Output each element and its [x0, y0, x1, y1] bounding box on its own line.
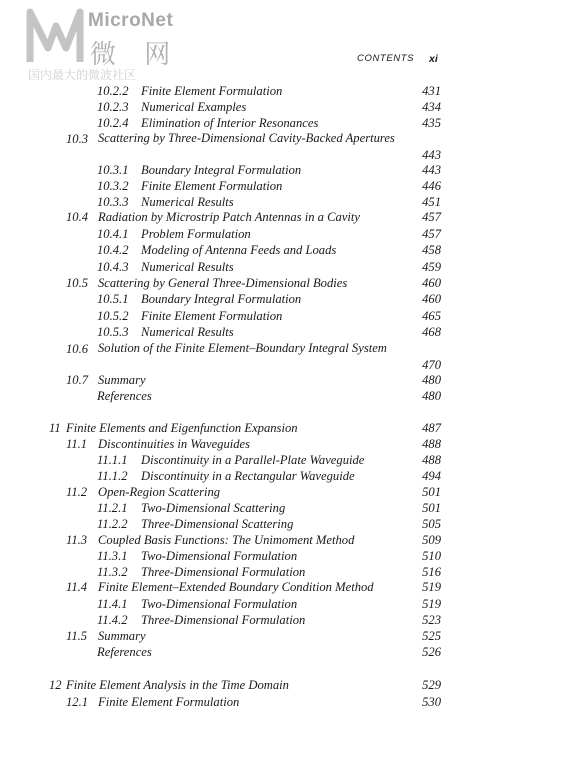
toc-entry	[0, 275, 582, 291]
toc-entry-number: 10.5.1	[97, 292, 129, 306]
toc-entry-page: 460	[422, 276, 441, 290]
toc-entry-number: 12.1	[66, 695, 89, 709]
toc-entry-page: 470	[422, 358, 441, 372]
toc-entry-title: Finite Element Formulation	[141, 84, 283, 98]
toc-entry-title: Finite Elements and Eigenfunction Expansion	[66, 421, 298, 435]
toc-entry-page: 480	[422, 373, 441, 387]
toc-entry-title: Discontinuity in a Parallel-Plate Waveguide	[141, 453, 365, 467]
toc-entry-title: Two-Dimensional Formulation	[141, 549, 298, 563]
toc-entry	[0, 677, 582, 693]
toc-entry-title: Finite Element–Extended Boundary Condition Method	[98, 580, 374, 594]
toc-entry-title: Modeling of Antenna Feeds and Loads	[141, 243, 337, 257]
toc-entry-title: Scattering by General Three-Dimensional Bodies	[98, 276, 348, 290]
toc-entry	[0, 628, 582, 644]
toc-entry-title: Coupled Basis Functions: The Unimoment Method	[98, 533, 355, 547]
toc-entry	[0, 388, 582, 404]
toc-entry-number: 10.5.2	[97, 309, 129, 323]
toc-entry-page: 501	[422, 485, 441, 499]
watermark-name: MicroNet	[88, 10, 174, 31]
toc-entry	[0, 548, 582, 564]
toc-entry-number: 10.4.3	[97, 260, 129, 274]
toc-entry-number: 11.1.2	[97, 469, 128, 483]
toc-entry	[0, 99, 582, 115]
toc-entry-number: 10.2.2	[97, 84, 129, 98]
toc-entry-number: 10.4.2	[97, 243, 129, 257]
toc-entry-page: 460	[422, 292, 441, 306]
toc-entry-title: Numerical Results	[141, 195, 234, 209]
micronet-logo-icon	[26, 8, 84, 64]
toc-entry	[0, 468, 582, 484]
toc-entry-page: 458	[422, 243, 441, 257]
toc-entry	[0, 452, 582, 468]
toc-entry	[0, 178, 582, 194]
toc-entry-page: 465	[422, 309, 441, 323]
toc-entry-title: Solution of the Finite Element–Boundary Integral System	[98, 341, 387, 355]
toc-entry	[0, 324, 582, 340]
toc-entry-page: 443	[422, 163, 441, 177]
toc-entry-number: 10.3.3	[97, 195, 129, 209]
toc-entry-number: 11.2	[66, 485, 88, 499]
toc-entry	[0, 436, 582, 452]
toc-entry-title: Two-Dimensional Scattering	[141, 501, 286, 515]
toc-entry-title: Three-Dimensional Formulation	[141, 565, 306, 579]
toc-entry-page: 505	[422, 517, 441, 531]
toc-entry-title: Numerical Examples	[141, 100, 247, 114]
toc-entry-page: 525	[422, 629, 441, 643]
toc-entry-page: 488	[422, 453, 441, 467]
toc-entry-number: 11	[49, 421, 61, 435]
toc-entry-number: 11.3.1	[97, 549, 128, 563]
toc-entry-title: Boundary Integral Formulation	[141, 292, 302, 306]
toc-entry-page: 480	[422, 389, 441, 403]
toc-entry-title: Scattering by Three-Dimensional Cavity-Backed Apertures	[98, 131, 395, 145]
toc-entry-title: Numerical Results	[141, 325, 234, 339]
toc-entry-title: Finite Element Formulation	[98, 695, 240, 709]
toc-entry-title: Discontinuities in Waveguides	[98, 437, 251, 451]
toc-entry-number: 10.3.2	[97, 179, 129, 193]
toc-entry	[0, 115, 582, 131]
toc-entry-title: Summary	[98, 629, 146, 643]
watermark	[26, 8, 196, 84]
toc-entry-page: 509	[422, 533, 441, 547]
toc-entry-page: 516	[422, 565, 441, 579]
toc-entry	[0, 131, 582, 163]
toc-entry-number: 10.2.3	[97, 100, 129, 114]
toc-entry-page: 457	[422, 210, 441, 224]
toc-entry-number: 11.2.2	[97, 517, 128, 531]
toc-entry-title: Discontinuity in a Rectangular Waveguide	[141, 469, 355, 483]
toc-entry	[0, 242, 582, 258]
toc-entry-number: 11.2.1	[97, 501, 128, 515]
toc-entry-title: Two-Dimensional Formulation	[141, 597, 298, 611]
toc-entry-number: 10.7	[66, 373, 89, 387]
toc-entry-number: 10.3.1	[97, 163, 129, 177]
toc-entry-page: 487	[422, 421, 441, 435]
toc-entry-number: 10.6	[66, 342, 89, 356]
toc-entry-page: 431	[422, 84, 441, 98]
toc-entry-number: 11.4.1	[97, 597, 128, 611]
toc-entry-page: 519	[422, 597, 441, 611]
toc-entry-title: Elimination of Interior Resonances	[141, 116, 319, 130]
toc-entry-title: Three-Dimensional Formulation	[141, 613, 306, 627]
toc-entry-title: References	[97, 645, 152, 659]
toc-entry-number: 11.3.2	[97, 565, 128, 579]
running-header-page: xi	[429, 53, 438, 65]
toc-entry	[0, 341, 582, 373]
toc-entry-number: 10.2.4	[97, 116, 129, 130]
toc-entry-page: 510	[422, 549, 441, 563]
toc-entry	[0, 579, 582, 595]
toc-entry	[0, 644, 582, 660]
toc-entry-number: 12	[49, 678, 62, 692]
toc-entry-title: Three-Dimensional Scattering	[141, 517, 294, 531]
toc-entry-page: 526	[422, 645, 441, 659]
toc-entry-page: 435	[422, 116, 441, 130]
toc-entry-number: 11.3	[66, 533, 88, 547]
toc-entry-number: 11.1.1	[97, 453, 128, 467]
toc-entry-title: Radiation by Microstrip Patch Antennas in a Cavity	[98, 210, 360, 224]
toc-entry-number: 10.5	[66, 276, 89, 290]
toc-entry-page: 523	[422, 613, 441, 627]
toc-entry	[0, 194, 582, 210]
toc-entry-title: Open-Region Scattering	[98, 485, 221, 499]
toc-entry-page: 468	[422, 325, 441, 339]
toc-entry-title: Finite Element Formulation	[141, 179, 283, 193]
toc-entry-number: 11.1	[66, 437, 88, 451]
toc-entry-page: 434	[422, 100, 441, 114]
toc-entry-title: References	[97, 389, 152, 403]
toc-entry	[0, 532, 582, 548]
toc-entry	[0, 226, 582, 242]
toc-entry	[0, 372, 582, 388]
toc-entry	[0, 516, 582, 532]
running-header-label: CONTENTS	[357, 53, 415, 64]
toc-entry	[0, 596, 582, 612]
watermark-chinese: 微 网	[90, 40, 181, 70]
toc-entry-number: 11.4.2	[97, 613, 128, 627]
toc-entry-page: 488	[422, 437, 441, 451]
toc-entry-number: 10.4	[66, 210, 89, 224]
toc-entry-page: 443	[422, 148, 441, 162]
toc-entry-page: 451	[422, 195, 441, 209]
toc-entry	[0, 162, 582, 178]
toc-entry-title: Finite Element Analysis in the Time Domain	[66, 678, 289, 692]
toc-entry	[0, 83, 582, 99]
toc-entry-number: 10.3	[66, 132, 89, 146]
toc-entry	[0, 420, 582, 436]
toc-entry-title: Summary	[98, 373, 146, 387]
toc-entry-page: 529	[422, 678, 441, 692]
toc-entry-page: 530	[422, 695, 441, 709]
toc-entry-title: Numerical Results	[141, 260, 234, 274]
toc-entry-title: Finite Element Formulation	[141, 309, 283, 323]
toc-entry	[0, 564, 582, 580]
toc-entry-page: 494	[422, 469, 441, 483]
watermark-subtitle: 国内最大的微波社区	[28, 68, 137, 82]
toc-entry-page: 457	[422, 227, 441, 241]
toc-entry-page: 446	[422, 179, 441, 193]
toc-entry	[0, 500, 582, 516]
toc-entry	[0, 259, 582, 275]
toc-entry	[0, 291, 582, 307]
toc-entry	[0, 694, 582, 710]
toc-entry-page: 459	[422, 260, 441, 274]
toc-entry-number: 10.4.1	[97, 227, 129, 241]
toc-entry	[0, 484, 582, 500]
toc-entry-number: 10.5.3	[97, 325, 129, 339]
toc-entry-page: 519	[422, 580, 441, 594]
toc-entry-number: 11.5	[66, 629, 88, 643]
toc-entry-page: 501	[422, 501, 441, 515]
toc-entry	[0, 209, 582, 225]
toc-entry-title: Boundary Integral Formulation	[141, 163, 302, 177]
toc-entry-title: Problem Formulation	[141, 227, 251, 241]
toc-entry	[0, 612, 582, 628]
toc-entry-number: 11.4	[66, 580, 88, 594]
toc-entry	[0, 308, 582, 324]
